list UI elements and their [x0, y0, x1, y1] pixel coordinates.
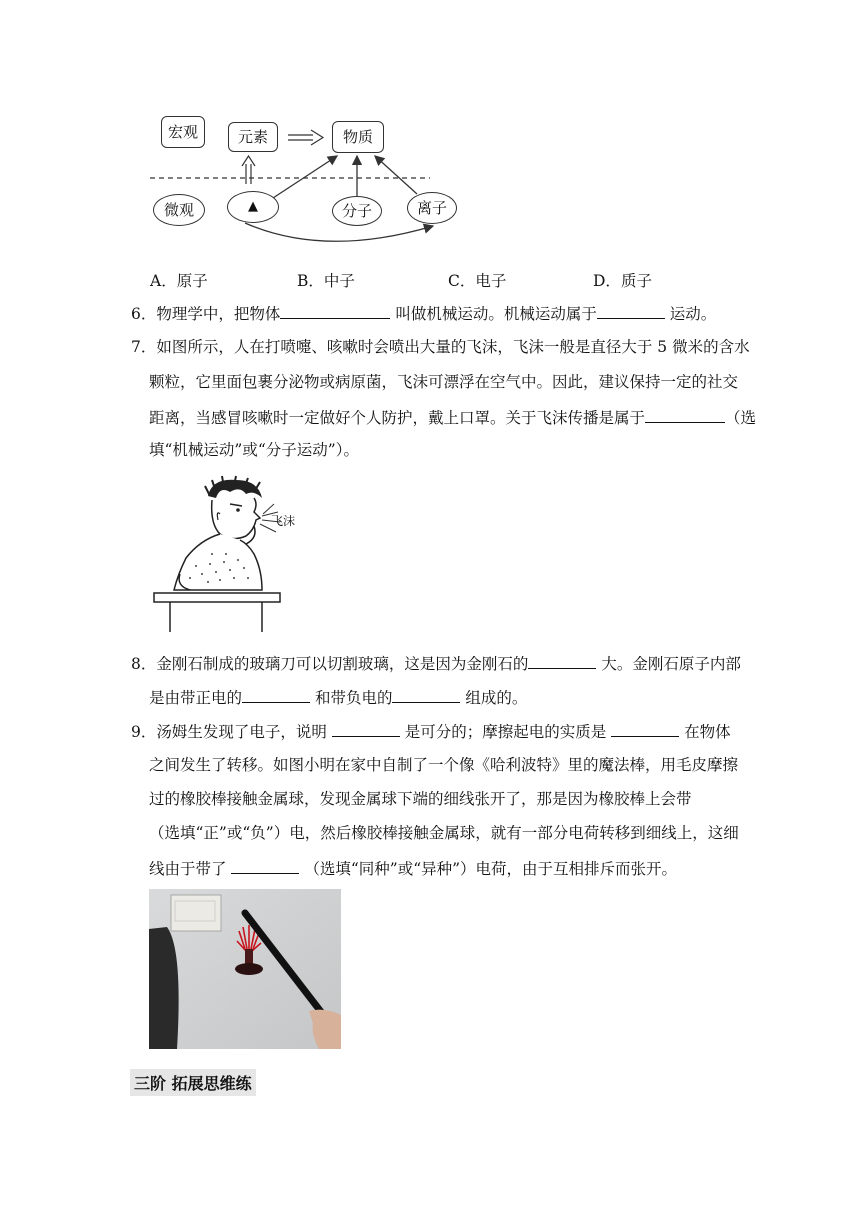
option-text: 中子: [323, 272, 355, 290]
question-9-line-1: [131, 720, 731, 742]
option-letter: B．: [297, 272, 324, 290]
option-letter: A．: [150, 272, 177, 290]
question-text: 运动。: [664, 305, 717, 323]
answer-blank[interactable]: [280, 302, 390, 319]
macro-micro-diagram: [145, 108, 455, 253]
option-text: 原子: [176, 272, 208, 290]
coughing-person-drawing: [150, 474, 310, 634]
answer-blank[interactable]: [528, 652, 596, 669]
question-9-line-2: 之间发生了转移。如图小明在家中自制了一个像《哈利波特》里的魔法棒，用毛皮摩擦: [149, 756, 739, 774]
option-d[interactable]: [593, 269, 652, 291]
option-letter: C．: [448, 272, 476, 290]
question-7-line-3: [149, 406, 756, 428]
triangle-ellipse: ▲: [227, 191, 279, 223]
magic-wand-photo-drawing: [149, 889, 341, 1049]
option-b[interactable]: [297, 269, 355, 291]
ion-ellipse: 离子: [407, 192, 457, 224]
magic-wand-photo: [149, 889, 341, 1049]
question-text: 和带负电的: [310, 689, 393, 707]
question-text: 金刚石制成的玻璃刀可以切割玻璃，这是因为金刚石的: [156, 655, 529, 673]
question-text: 物理学中，把物体: [156, 305, 281, 323]
question-text: 叫做机械运动。机械运动属于: [390, 305, 597, 323]
question-8-line-1: [131, 652, 741, 674]
macro-box: 宏观: [161, 116, 205, 148]
question-text: 大。金刚石原子内部: [596, 655, 741, 673]
question-text: 如图所示，人在打喷嚏、咳嗽时会喷出大量的飞沫，飞沫一般是直径大于 5 微米的含水: [156, 338, 750, 356]
question-7-line-2: 颗粒，它里面包裹分泌物或病原菌，飞沫可漂浮在空气中。因此，建议保持一定的社交: [149, 373, 739, 391]
question-6: [131, 302, 716, 324]
answer-blank[interactable]: [231, 857, 299, 874]
question-text: （选: [725, 409, 757, 427]
element-box: 元素: [228, 122, 278, 152]
option-c[interactable]: [448, 269, 506, 291]
section-title: 三阶 拓展思维练: [130, 1069, 256, 1096]
option-letter: D．: [593, 272, 621, 290]
answer-blank[interactable]: [392, 686, 460, 703]
question-9-line-4: （选填“正”或“负”）电，然后橡胶棒接触金属球，就有一部分电荷转移到细线上，这细: [149, 824, 739, 842]
molecule-ellipse: 分子: [332, 196, 382, 226]
question-text: 是可分的；摩擦起电的实质是: [399, 723, 612, 741]
question-text: （选填“同种”或“异种”）电荷，由于互相排斥而张开。: [299, 860, 678, 878]
question-text: 线由于带了: [149, 860, 232, 878]
question-text: 在物体: [679, 723, 731, 741]
question-text: 距离，当感冒咳嗽时一定做好个人防护，戴上口罩。关于飞沫传播是属于: [149, 409, 646, 427]
question-8-line-2: [149, 686, 527, 708]
coughing-person-figure: [150, 474, 310, 634]
answer-blank[interactable]: [611, 720, 679, 737]
question-9-line-3: 过的橡胶棒接触金属球，发现金属球下端的细线张开了，那是因为橡胶棒上会带: [149, 790, 692, 808]
answer-blank[interactable]: [332, 720, 400, 737]
question-text: 是由带正电的: [149, 689, 243, 707]
option-text: 电子: [475, 272, 507, 290]
question-7-line-4: 填“机械运动”或“分子运动”）。: [149, 441, 359, 459]
substance-box: 物质: [332, 121, 384, 153]
question-number: 9．: [131, 723, 157, 741]
question-number: 7．: [131, 338, 157, 356]
question-number: 8．: [131, 655, 157, 673]
answer-blank[interactable]: [597, 302, 665, 319]
answer-blank[interactable]: [645, 406, 725, 423]
question-text: 组成的。: [460, 689, 528, 707]
question-text: 汤姆生发现了电子，说明: [156, 723, 332, 741]
droplet-label: 飞沫: [271, 514, 296, 528]
option-a[interactable]: [150, 269, 208, 291]
option-text: 质子: [620, 272, 652, 290]
micro-ellipse: 微观: [153, 194, 205, 226]
answer-blank[interactable]: [242, 686, 310, 703]
question-7-line-1: [131, 337, 750, 357]
question-number: 6．: [131, 305, 157, 323]
question-9-line-5: [149, 857, 677, 879]
